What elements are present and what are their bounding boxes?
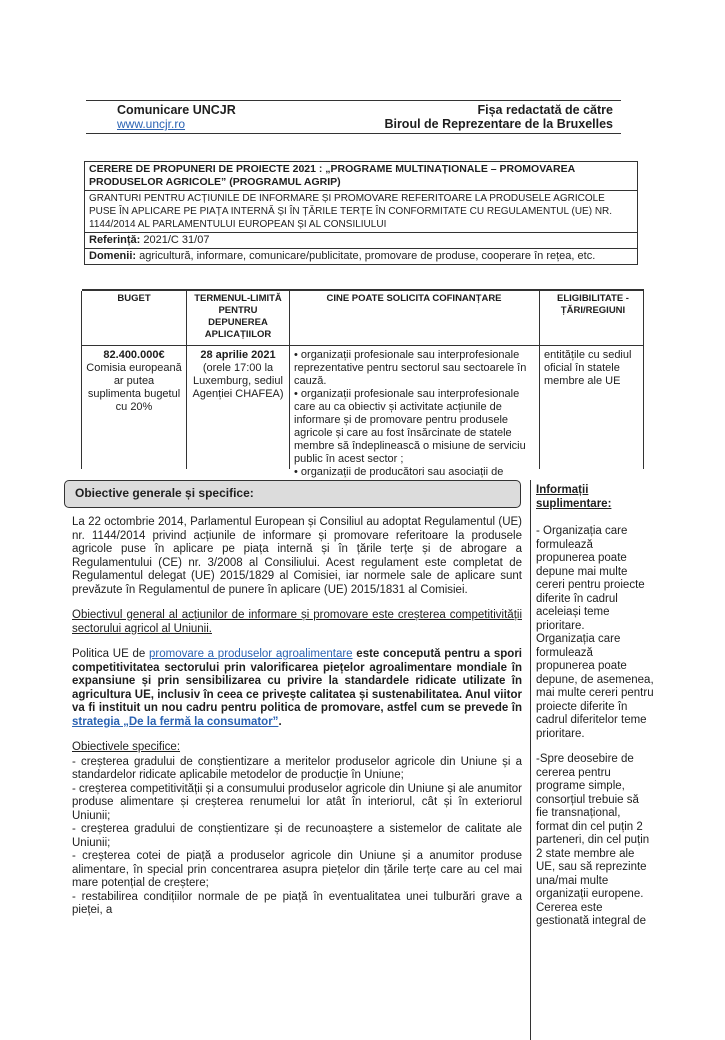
sidebar-heading: Informații suplimentare: <box>536 484 612 510</box>
deadline-cell <box>192 349 284 401</box>
applicant-item: • organizații profesionale sau interprofesionale care au ca obiectiv și activitate acțiunile de informare și de promovare pentru produsele agricole și care au fost însărcinate de statele membre să îndeplinească o misiune de serviciu public în acest sector ; <box>294 388 526 465</box>
objectives-paragraph-1: La 22 octombrie 2014, Parlamentul European și Consiliul au adoptat Regulamentul (UE) nr. 1144/2014 privind acțiunile de informare și promovare referitoare la produsele agricole puse în aplicare pe piața internă și în țările terțe și de abrogare a Regulamentului (CE) nr. 3/2008 al Consiliului. Acest regulament este completat de Regulamentul delegat (UE) 2015/1829 al Comisiei, iar normele sale de aplicare sunt prevăzute în Regulamentul de punere în aplicare (UE) 2015/1831 al Comisiei. <box>72 516 522 596</box>
funding-table <box>82 289 644 478</box>
specific-objective-item: - restabilirea condițiilor normale de pe piață în eventualitatea unei tulburări grave a pieței, a <box>72 890 522 916</box>
author-line-2: Biroul de Reprezentare de la Bruxelles <box>384 117 613 131</box>
reference-label: Referință: <box>89 234 141 246</box>
header-deadline: TERMENUL-LIMITĂ PENTRU DEPUNEREA APLICAȚIILOR <box>194 293 282 340</box>
org-url-link[interactable]: www.uncjr.ro <box>117 117 186 131</box>
applicants-cell <box>294 349 534 492</box>
budget-cell <box>86 349 182 414</box>
budget-note: Comisia europeană ar putea suplimenta bugetul cu 20% <box>86 362 182 413</box>
applicant-item: • organizații profesionale sau interprofesionale reprezentative pentru sectorul sau sectoarele în cauză. <box>294 349 527 387</box>
p3-text-bold: Anul viitor va fi instituit un nou cadru pentru politica de promovare, astfel cum se prevede în <box>72 688 522 714</box>
objectives-paragraph-2: Obiectivul general al acțiunilor de informare și promovare este creșterea competitivității sectorului agricol al Uniunii. <box>72 609 522 635</box>
eligibility-cell: entitățile cu sediul oficial în statele membre ale UE <box>544 349 632 387</box>
objectives-heading-box <box>64 480 521 508</box>
document-header <box>86 100 621 134</box>
specific-objective-item: - creșterea cotei de piață a produselor agricole din Uniune și a anumitor produse alimentare, în special prin concentrarea asupra piețelor din țările terțe care au cel mai mare potențial de creștere; <box>72 850 522 889</box>
objectives-heading: Obiective generale și specifice: <box>75 486 254 500</box>
specific-objective-item: - creșterea gradului de conștientizare și de recunoaștere a sistemelor de calitate ale Uniunii; <box>72 823 522 849</box>
call-title: CERERE DE PROPUNERI DE PROIECTE 2021 : „PROGRAME MULTINAȚIONALE – PROMOVAREA PRODUSELOR AGRICOLE” (PROGRAMUL AGRIP) <box>85 162 637 191</box>
objectives-paragraph-3 <box>72 648 522 729</box>
org-name: Comunicare UNCJR <box>117 103 236 117</box>
sidebar-paragraph-1: - Organizația care formulează propunerea poate depune mai multe cereri pentru proiecte diferite în cadrul aceleiași teme prioritare. <box>536 525 645 632</box>
p3-end: . <box>278 715 282 728</box>
reference-value: 2021/C 31/07 <box>143 234 210 246</box>
p3-text-a: Politica UE de <box>72 648 149 660</box>
objectives-body <box>72 516 522 918</box>
specific-objective-item: - creșterea gradului de conștientizare a meritelor produselor agricole din Uniune și a standardelor ridicate aplicabile metodelor de producție în Uniune; <box>72 755 522 781</box>
header-applicants: CINE POATE SOLICITA COFINANȚARE <box>326 293 502 304</box>
author-line-1: Fișa redactată de către <box>477 103 613 117</box>
farm-to-fork-link[interactable]: strategia „De la fermă la consumator” <box>72 715 279 728</box>
column-divider <box>530 480 531 1040</box>
sidebar-paragraph-2: Organizația care formulează propunerea poate depune, de asemenea, mai multe cereri pentru proiecte diferite în cadrul diferitelor teme prioritare. <box>536 633 654 740</box>
sidebar-paragraph-3: -Spre deosebire de cererea pentru programe simple, consorțiul trebuie să fie transnațional, format din cel puțin 2 parteneri, din cel puțin 2 state membre ale UE, sau să reprezinte una/mai multe organizații europene. Cererea este gestionată integral de <box>536 753 650 927</box>
header-eligibility: ELIGIBILITATE - ȚĂRI/REGIUNI <box>557 293 629 316</box>
deadline-note: (orele 17:00 la Luxemburg, sediul Agenției CHAFEA) <box>192 362 284 400</box>
promotion-policy-link[interactable]: promovare a produselor agroalimentare <box>149 648 353 660</box>
specific-objectives-heading: Obiectivele specifice: <box>72 741 181 753</box>
domains-label: Domenii: <box>89 250 137 262</box>
call-grants: GRANTURI PENTRU ACȚIUNILE DE INFORMARE ȘI PROMOVARE REFERITOARE LA PRODUSELE AGRICOLE PUSE ÎN APLICARE PE PIAȚA INTERNĂ ȘI ÎN ȚĂRILE TERȚE ÎN CONFORMITATE CU REGULAMENTUL (UE) NR. 1144/2014 AL PARLAMENTULUI EUROPEAN ȘI AL CONSILIULUI <box>85 191 637 233</box>
call-info-box <box>84 161 638 265</box>
call-domains <box>85 249 637 264</box>
deadline-date: 28 aprilie 2021 <box>200 349 276 361</box>
applicant-item: • organizații de producători sau asociații de <box>294 466 504 478</box>
objectives-section <box>64 480 654 1040</box>
header-budget: BUGET <box>117 293 151 304</box>
call-reference <box>85 233 637 249</box>
budget-amount: 82.400.000€ <box>103 349 165 361</box>
p3-text-b: este concepută pentru a spori competitivitatea sectorului prin valorificarea piețelor agroalimentare mondiale în expansiune și prin sensibilizarea cu privire la standardele ridicate utilizate în agricultura UE, inclusiv în ceea ce privește calitatea și sustenabilitatea. <box>72 648 522 701</box>
domains-value: agricultură, informare, comunicare/publicitate, promovare de produse, cooperare în rețea, etc. <box>139 250 596 262</box>
specific-objective-item: - creșterea competitivității și a consumului produselor agricole din Uniune și ale anumitor produse alimentare și creșterea renumelui lor atât în interiorul, cât și în exteriorul Uniunii; <box>72 782 522 822</box>
additional-info-sidebar <box>536 484 654 939</box>
